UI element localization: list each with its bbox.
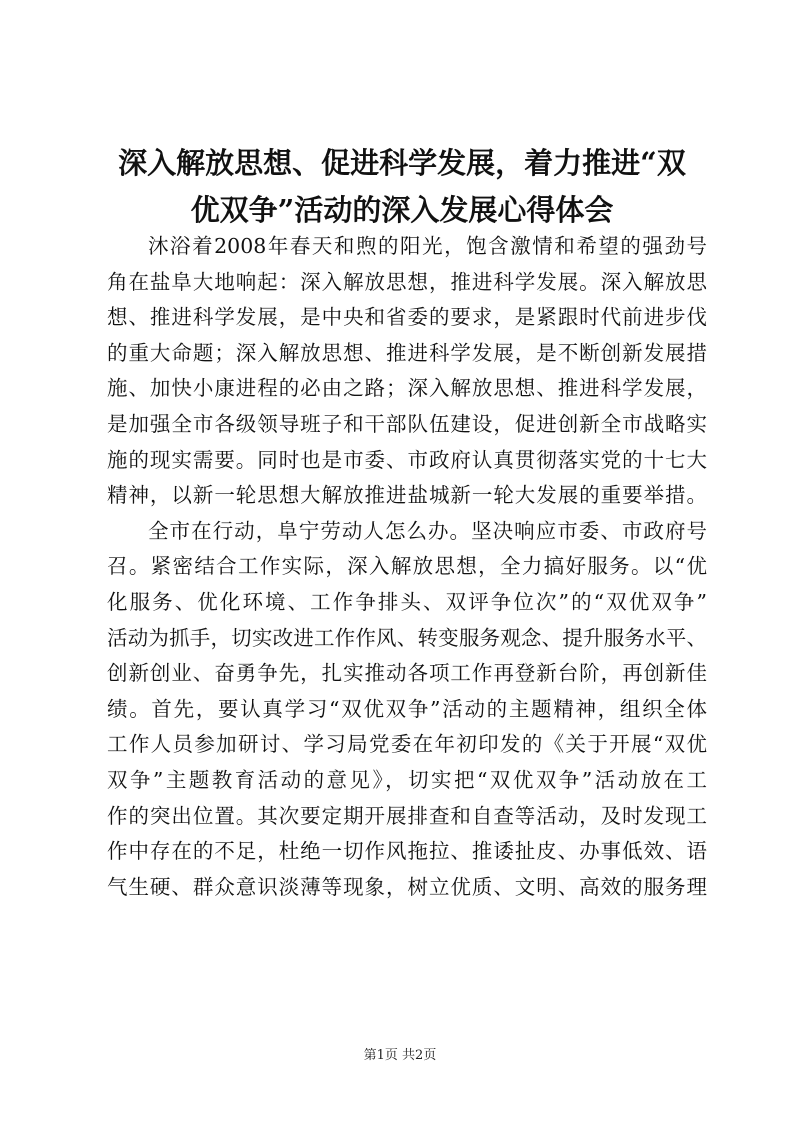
text-line: 气生硬、群众意识淡薄等现象，树立优质、文明、高效的服务理 <box>107 874 707 899</box>
text-line: 想、推进科学发展，是中央和省委的要求，是紧跟时代前进步伐 <box>107 305 707 330</box>
text-line: 绩。首先，要认真学习“双优双争”活动的主题精神，组织全体 <box>107 696 707 721</box>
text-line: 活动为抓手，切实改进工作作风、转变服务观念、提升服务水平、 <box>107 625 707 650</box>
text-line: 角在盐阜大地响起：深入解放思想，推进科学发展。深入解放思 <box>107 269 707 294</box>
title-line: 优双争”活动的深入发展心得体会 <box>190 193 614 227</box>
text-line: 施、加快小康进程的必由之路；深入解放思想、推进科学发展， <box>107 376 707 401</box>
text-line: 作的突出位置。其次要定期开展排查和自查等活动，及时发现工 <box>107 803 707 828</box>
text-line: 施的现实需要。同时也是市委、市政府认真贯彻落实党的十七大 <box>107 447 707 472</box>
text-line: 召。紧密结合工作实际，深入解放思想，全力搞好服务。以“优 <box>107 554 707 579</box>
document-title <box>100 140 704 234</box>
title-line: 深入解放思想、促进科学发展，着力推进“双 <box>118 146 686 180</box>
text-line: 精神，以新一轮思想大解放推进盐城新一轮大发展的重要举措。 <box>107 483 707 508</box>
text-line: 工作人员参加研讨、学习局党委在年初印发的《关于开展“双优 <box>107 732 707 757</box>
text-line: 沐浴着2008年春天和煦的阳光，饱含激情和希望的强劲号 <box>148 234 707 258</box>
text-line: 作中存在的不足，杜绝一切作风拖拉、推诿扯皮、办事低效、语 <box>107 839 707 864</box>
text-line: 化服务、优化环境、工作争排头、双评争位次”的“双优双争” <box>107 589 707 614</box>
document-body <box>107 229 707 905</box>
text-line: 全市在行动，阜宁劳动人怎么办。坚决响应市委、市政府号 <box>148 518 707 543</box>
page-number-footer: 第1页 共2页 <box>363 1048 437 1063</box>
paragraph-2 <box>107 514 707 906</box>
text-line: 是加强全市各级领导班子和干部队伍建设，促进创新全市战略实 <box>107 411 707 436</box>
text-line: 的重大命题；深入解放思想、推进科学发展，是不断创新发展措 <box>107 340 707 365</box>
text-line: 创新创业、奋勇争先，扎实推动各项工作再登新台阶，再创新佳 <box>107 661 707 686</box>
text-line: 双争”主题教育活动的意见》，切实把“双优双争”活动放在工 <box>107 767 707 792</box>
paragraph-1 <box>107 229 707 514</box>
